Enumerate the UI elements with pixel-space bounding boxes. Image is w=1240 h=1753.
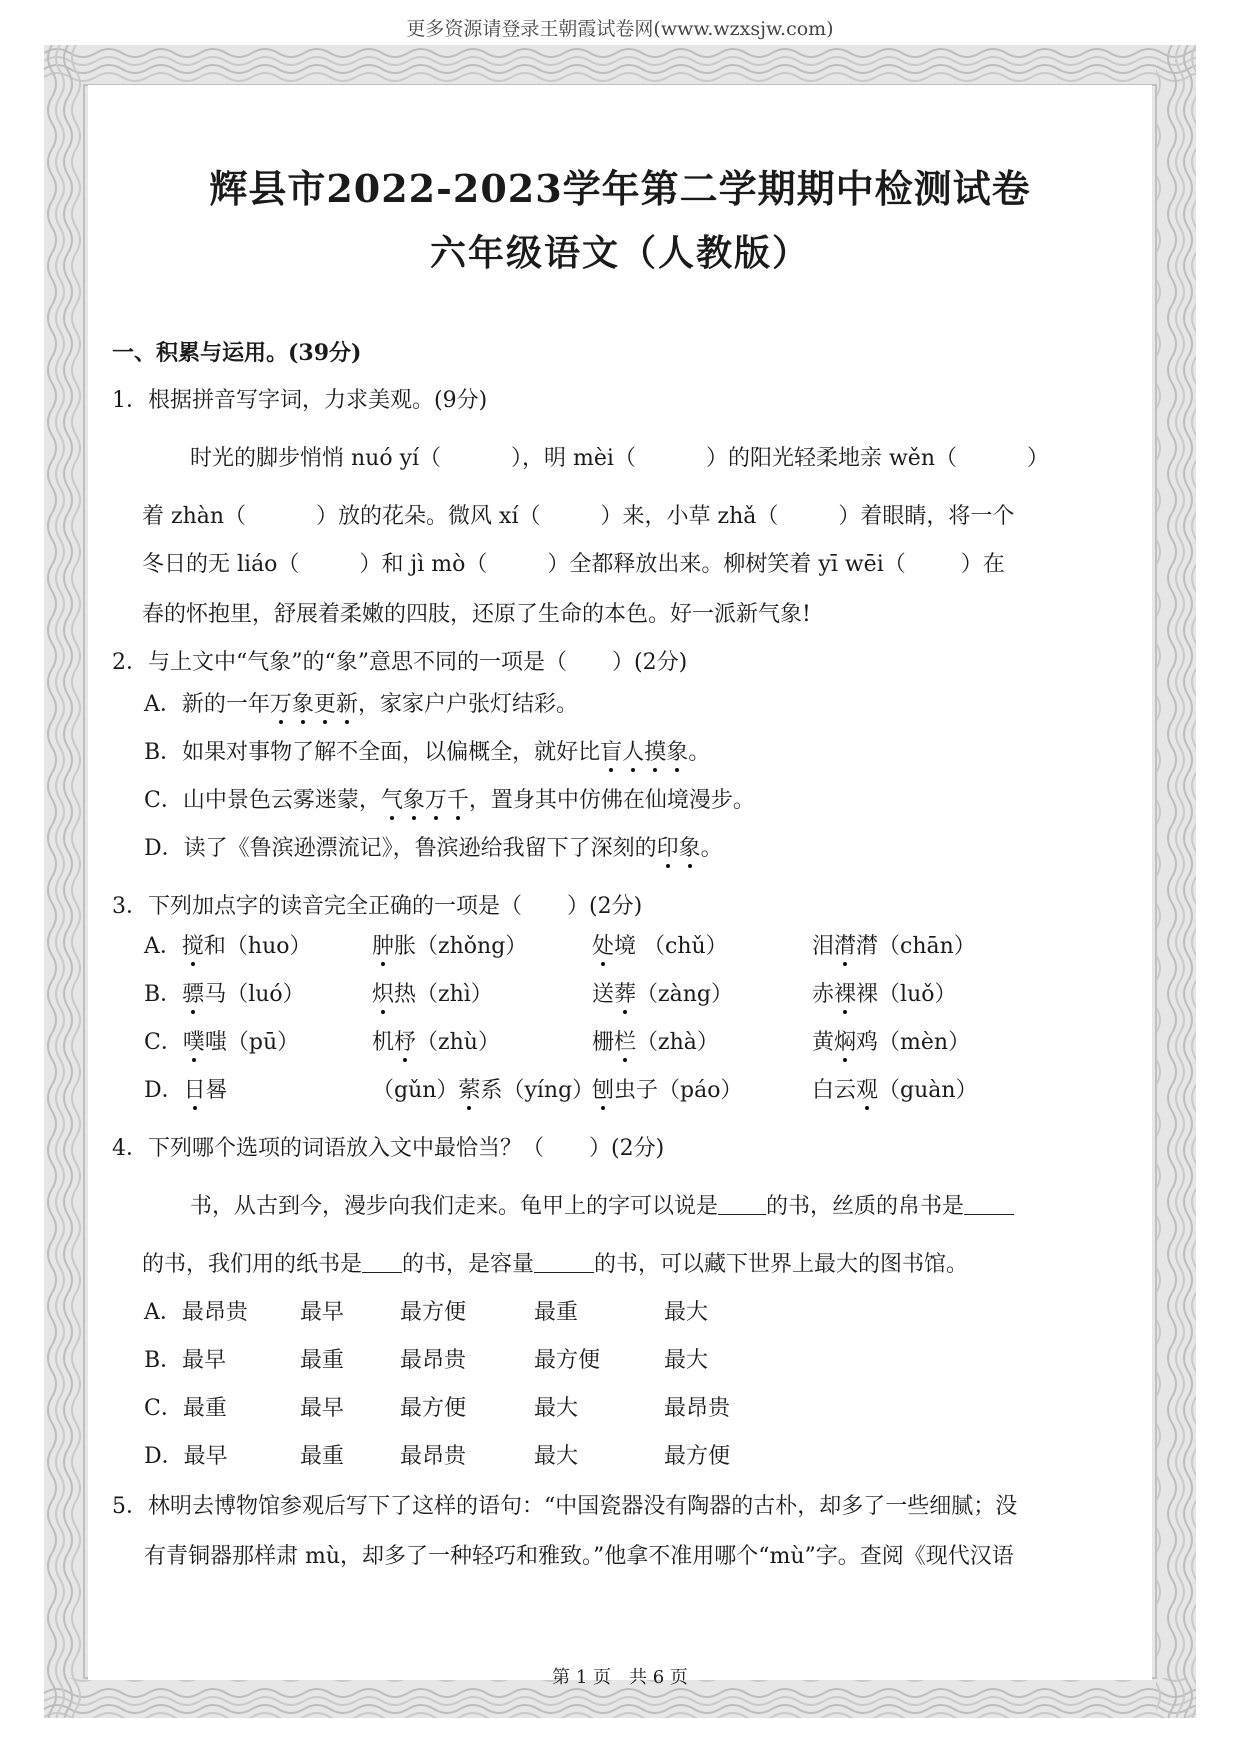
q3-option-cell [144, 1076, 228, 1106]
q3-dotted-char: 萦 [458, 1078, 481, 1103]
q3-dotted-char: 刨 [592, 1078, 615, 1103]
q1-stem: 1．根据拼音写字词，力求美观。(9分) [112, 388, 488, 413]
q3-option-cell [144, 980, 305, 1010]
q3-cell-suffix: 马（luó） [204, 982, 305, 1007]
q3-cell-prefix: C． [144, 1030, 183, 1055]
q3-dotted-char: 焖 [834, 1030, 857, 1055]
q3-cell-suffix: 胀（zhǒng） [394, 934, 528, 959]
q3-cell-prefix: （gǔn） [372, 1078, 459, 1103]
dotted-char: 摸 [644, 740, 667, 765]
q1-line3: 冬日的无 liáo（ ）和 jì mò（ ）全都释放出来。柳树笑着 yī wēi（ ）在 [142, 552, 1005, 577]
q3-cell-suffix: 晷 [205, 1078, 228, 1103]
dotted-char: 万 [424, 788, 447, 813]
q3-cell-suffix: 系（yíng） [480, 1078, 595, 1103]
q3-cell-suffix: （guàn） [878, 1078, 978, 1103]
q3-cell-prefix: 赤 [812, 982, 835, 1007]
q3-dotted-char: 处 [592, 934, 615, 959]
q4-option-word: A．最昂贵 [144, 1300, 248, 1325]
q1-line1: 时光的脚步悄悄 nuó yí（ ），明 mèi（ ）的阳光轻柔地亲 wěn（ ） [190, 446, 1049, 471]
q3-cell-suffix: 鸡（mèn） [856, 1030, 971, 1055]
q3-cell-suffix: 虫子（páo） [614, 1078, 743, 1103]
dotted-char: 人 [622, 740, 645, 765]
q3-dotted-char: 栏 [614, 1030, 637, 1055]
q3-option-cell [372, 980, 493, 1010]
q5-line1: 5．林明去博物馆参观后写下了这样的语句：“中国瓷器没有陶器的古朴，却多了一些细腻；没 [112, 1494, 1018, 1519]
q3-option-cell [812, 1076, 978, 1106]
q4-option-word: D．最早 [144, 1444, 228, 1469]
q3-cell-suffix: （zhù） [416, 1030, 500, 1055]
q2-stem: 2．与上文中“气象”的“象”意思不同的一项是（ ）(2分) [112, 650, 688, 675]
q3-cell-prefix: 机 [372, 1030, 395, 1055]
q3-cell-suffix: （zàng） [636, 982, 733, 1007]
q4-passage-line2: 的书，我们用的纸书是 的书，是容量 的书，可以藏下世界上最大的图书馆。 [142, 1252, 969, 1277]
q3-option-cell [592, 1076, 742, 1106]
q3-dotted-char: 骠 [182, 982, 205, 1007]
q4-option-word: 最大 [664, 1348, 709, 1373]
q3-dotted-char: 炽 [372, 982, 395, 1007]
dotted-char: 千 [446, 788, 469, 813]
q4-option-word: 最方便 [534, 1348, 601, 1373]
q4-passage-line1: 书，从古到今，漫步向我们走来。龟甲上的字可以说是 的书，丝质的帛书是 [190, 1192, 1014, 1222]
dotted-char: 象 [402, 788, 425, 813]
dotted-char: 象 [291, 692, 314, 717]
q4-option-word: 最方便 [664, 1444, 731, 1469]
q3-option-cell [372, 1076, 594, 1106]
q4-option-word: 最重 [300, 1444, 345, 1469]
q5-line2: 有青铜器那样肃 mù，却多了一种轻巧和雅致。”他拿不准用哪个“mù”字。查阅《现代汉语 [144, 1544, 1014, 1569]
q4-option-word: 最早 [300, 1396, 345, 1421]
q3-cell-prefix: 送 [592, 982, 615, 1007]
q4-option-word: 最昂贵 [400, 1444, 467, 1469]
q2-option-d: D．读了《鲁滨逊漂流记》，鲁滨逊给我留下了深刻的印象。 [144, 836, 723, 861]
site-header: 更多资源请登录王朝霞试卷网(www.wzxsjw.com) [406, 18, 834, 40]
q3-option-cell [812, 1028, 970, 1058]
q3-dotted-char: 葬 [614, 982, 637, 1007]
q4-option-word: 最重 [300, 1348, 345, 1373]
q4-option-word: 最昂贵 [664, 1396, 731, 1421]
q3-dotted-char: 裸 [834, 982, 857, 1007]
paper-area [88, 85, 1152, 1680]
dotted-char: 印 [656, 836, 679, 861]
q3-option-cell [812, 932, 976, 962]
q3-cell-prefix: D． [144, 1078, 184, 1103]
q3-dotted-char: 观 [856, 1078, 879, 1103]
q3-dotted-char: 杼 [394, 1030, 417, 1055]
exam-title: 辉县市2022-2023学年第二学期期中检测试卷 [209, 166, 1031, 211]
q3-cell-suffix: 潸（chān） [856, 934, 976, 959]
exam-subtitle: 六年级语文（人教版） [429, 232, 810, 274]
q3-cell-suffix: 嗤（pū） [204, 1030, 300, 1055]
q3-option-cell [812, 980, 956, 1010]
q4-option-word: B．最早 [144, 1348, 227, 1373]
dotted-char: 新 [335, 692, 358, 717]
q4-option-word: 最重 [534, 1300, 579, 1325]
q3-cell-suffix: 境 （chǔ） [614, 934, 728, 959]
q3-dotted-char: 日 [183, 1078, 206, 1103]
q3-dotted-char: 肿 [372, 934, 395, 959]
q3-cell-prefix: A． [144, 934, 182, 959]
q2-option-b: B．如果对事物了解不全面，以偏概全，就好比盲人摸象。 [144, 740, 711, 765]
q4-option-word: 最大 [534, 1444, 579, 1469]
q3-cell-suffix: 热（zhì） [394, 982, 493, 1007]
q3-cell-prefix: 泪 [812, 934, 835, 959]
q2-option-c: C．山中景色云雾迷蒙，气象万千，置身其中仿佛在仙境漫步。 [144, 788, 755, 813]
q3-cell-prefix: 黄 [812, 1030, 835, 1055]
q3-option-cell [144, 1028, 299, 1058]
q1-line4: 春的怀抱里，舒展着柔嫩的四肢，还原了生命的本色。好一派新气象! [142, 602, 811, 627]
q4-option-word: C．最重 [144, 1396, 227, 1421]
q3-cell-suffix: （zhà） [636, 1030, 719, 1055]
q3-cell-suffix: 和（huo） [203, 934, 312, 959]
q4-option-word: 最早 [300, 1300, 345, 1325]
q4-option-word: 最方便 [400, 1396, 467, 1421]
dotted-char: 象 [666, 740, 689, 765]
q3-cell-prefix: 栅 [592, 1030, 615, 1055]
q3-cell-prefix: 白云 [812, 1078, 857, 1103]
q4-stem: 4．下列哪个选项的词语放入文中最恰当？（ ）(2分) [112, 1136, 665, 1161]
q3-option-cell [372, 1028, 500, 1058]
q2-option-a: A．新的一年万象更新，家家户户张灯结彩。 [144, 692, 578, 717]
page-number: 第 1 页 共 6 页 [552, 1667, 688, 1688]
q3-stem: 3．下列加点字的读音完全正确的一项是（ ）(2分) [112, 894, 643, 919]
q3-dotted-char: 潸 [834, 934, 857, 959]
dotted-char: 更 [313, 692, 336, 717]
q3-option-cell [372, 932, 527, 962]
dotted-char: 万 [269, 692, 292, 717]
q3-cell-prefix: B． [144, 982, 183, 1007]
q4-option-word: 最大 [664, 1300, 709, 1325]
dotted-char: 象 [678, 836, 701, 861]
q3-cell-suffix: 裸（luǒ） [856, 982, 957, 1007]
q4-option-word: 最大 [534, 1396, 579, 1421]
q4-option-word: 最昂贵 [400, 1348, 467, 1373]
q3-option-cell [592, 1028, 719, 1058]
dotted-char: 盲 [600, 740, 623, 765]
q3-option-cell [592, 980, 733, 1010]
dotted-char: 气 [380, 788, 403, 813]
q4-option-word: 最方便 [400, 1300, 467, 1325]
q3-option-cell [592, 932, 728, 962]
q1-line2: 着 zhàn（ ）放的花朵。微风 xí（ ）来，小草 zhǎ（ ）着眼睛，将一个 [142, 504, 1015, 529]
q3-option-cell [144, 932, 312, 962]
q3-dotted-char: 搅 [181, 934, 204, 959]
q3-dotted-char: 噗 [182, 1030, 205, 1055]
section-heading: 一、积累与运用。(39分) [112, 340, 362, 366]
